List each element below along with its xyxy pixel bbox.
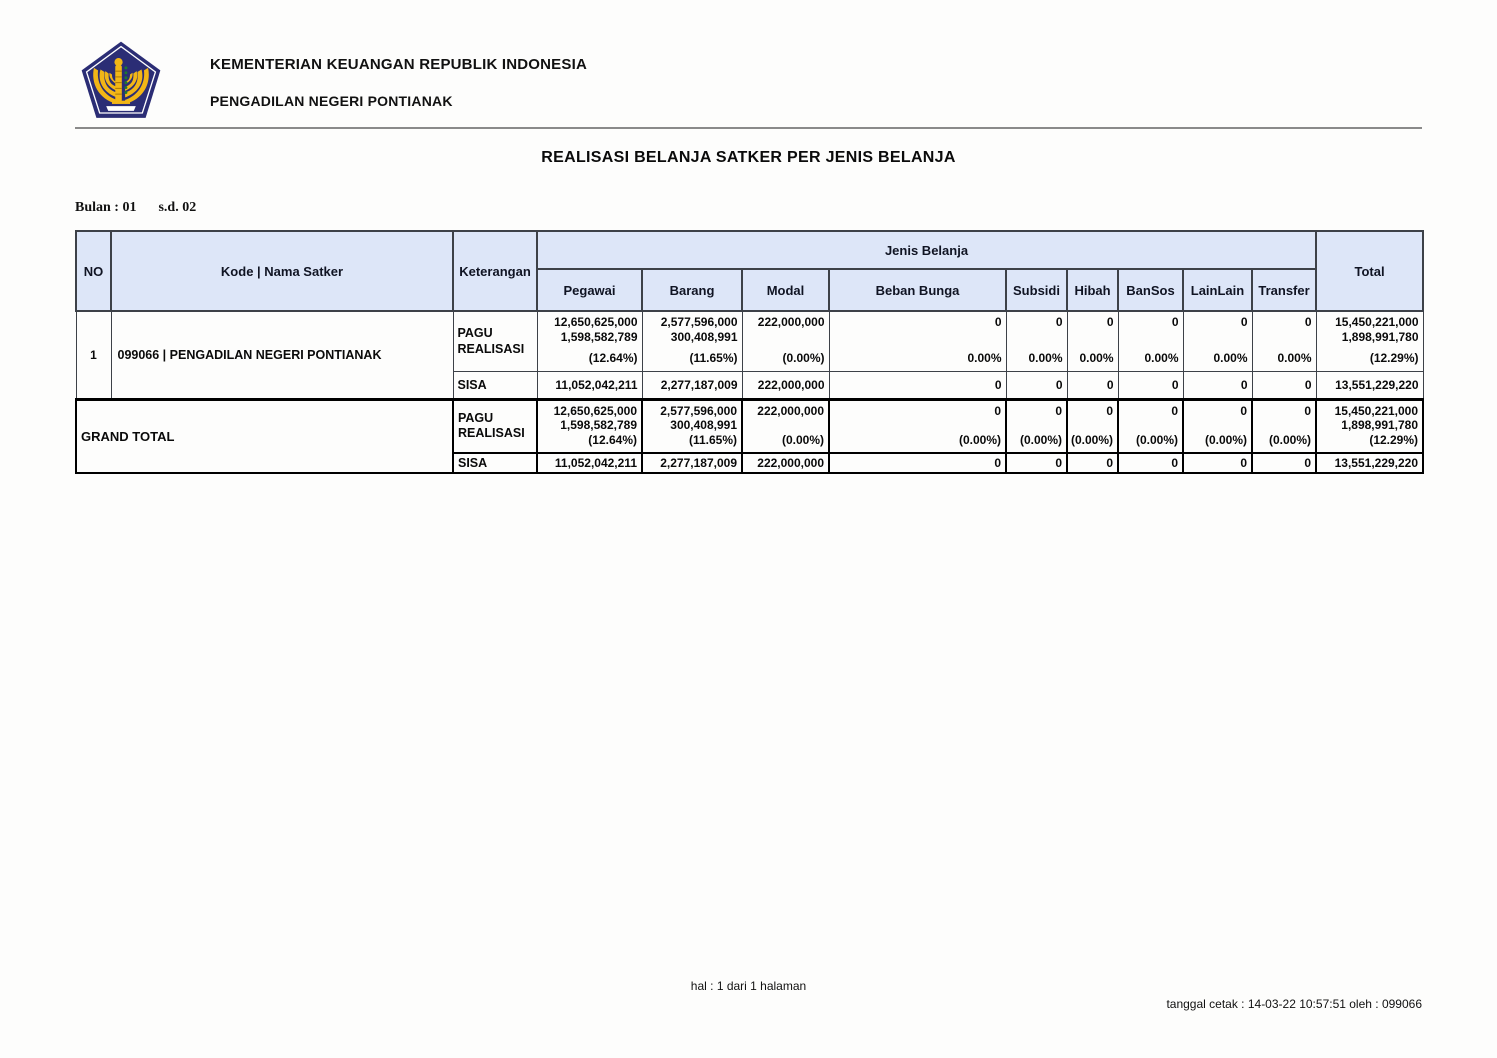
row1-barang-sisa: 2,277,187,009 (642, 371, 742, 399)
row1-bansos-sisa: 0 (1118, 371, 1183, 399)
grand-bansos: 0 (0.00%) (1118, 399, 1183, 453)
grand-lainlain-sisa: 0 (1183, 453, 1252, 473)
row1-hibah: 0 0.00% (1067, 311, 1118, 371)
col-header-hibah: Hibah (1067, 269, 1118, 311)
letterhead-divider (75, 127, 1422, 129)
row1-modal: 222,000,000 (0.00%) (742, 311, 829, 371)
row1-transfer-sisa: 0 (1252, 371, 1316, 399)
col-header-beban-bunga: Beban Bunga (829, 269, 1006, 311)
grand-total-sisa: 13,551,229,220 (1316, 453, 1423, 473)
table-row-satker-pagu (76, 311, 1423, 371)
grand-modal-sisa: 222,000,000 (742, 453, 829, 473)
period-range: s.d. 02 (158, 200, 197, 215)
row1-lainlain-sisa: 0 (1183, 371, 1252, 399)
col-header-no: NO (76, 231, 111, 311)
row1-bansos: 0 0.00% (1118, 311, 1183, 371)
col-header-transfer: Transfer (1252, 269, 1316, 311)
keterangan-realisasi-label: REALISASI (457, 342, 525, 357)
row1-keterangan-pagu (453, 311, 537, 371)
report-title: REALISASI BELANJA SATKER PER JENIS BELANJA (541, 149, 956, 166)
kemenkeu-logo-icon (80, 40, 162, 122)
row1-total-sisa: 13,551,229,220 (1316, 371, 1423, 399)
col-header-lainlain: LainLain (1183, 269, 1252, 311)
row1-satker-name: 099066 | PENGADILAN NEGERI PONTIANAK (111, 311, 453, 399)
row1-keterangan-sisa: SISA (453, 371, 537, 399)
ministry-name: KEMENTERIAN KEUANGAN REPUBLIK INDONESIA (210, 56, 587, 73)
row1-beban-bunga: 0 0.00% (829, 311, 1006, 371)
print-timestamp-footer: tanggal cetak : 14-03-22 10:57:51 oleh : 099066 (1166, 997, 1422, 1011)
grand-keterangan-pagu (453, 399, 537, 453)
grand-total-label: GRAND TOTAL (76, 399, 453, 473)
row1-subsidi-sisa: 0 (1006, 371, 1067, 399)
row1-transfer: 0 0.00% (1252, 311, 1316, 371)
grand-modal: 222,000,000 (0.00%) (742, 399, 829, 453)
row1-pegawai: 12,650,625,000 1,598,582,789 (12.64%) (537, 311, 642, 371)
row1-no: 1 (76, 311, 111, 399)
keterangan-pagu-label: PAGU (458, 411, 494, 426)
office-name: PENGADILAN NEGERI PONTIANAK (210, 93, 453, 109)
grand-barang: 2,577,596,000 300,408,991 (11.65%) (642, 399, 742, 453)
row1-total: 15,450,221,000 1,898,991,780 (12.29%) (1316, 311, 1423, 371)
grand-beban-bunga: 0 (0.00%) (829, 399, 1006, 453)
table-row-grand-total-pagu (76, 399, 1423, 453)
col-header-bansos: BanSos (1118, 269, 1183, 311)
row1-pegawai-sisa: 11,052,042,211 (537, 371, 642, 399)
col-header-subsidi: Subsidi (1006, 269, 1067, 311)
grand-transfer-sisa: 0 (1252, 453, 1316, 473)
grand-bansos-sisa: 0 (1118, 453, 1183, 473)
col-header-total: Total (1316, 231, 1423, 311)
grand-beban-bunga-sisa: 0 (829, 453, 1006, 473)
row1-subsidi: 0 0.00% (1006, 311, 1067, 371)
period-label: Bulan : 01 (75, 200, 137, 215)
grand-barang-sisa: 2,277,187,009 (642, 453, 742, 473)
col-header-pegawai: Pegawai (537, 269, 642, 311)
keterangan-realisasi-label: REALISASI (458, 426, 525, 441)
grand-pegawai: 12,650,625,000 1,598,582,789 (12.64%) (537, 399, 642, 453)
row1-barang: 2,577,596,000 300,408,991 (11.65%) (642, 311, 742, 371)
keterangan-pagu-label: PAGU (457, 326, 493, 341)
col-header-keterangan: Keterangan (453, 231, 537, 311)
grand-pegawai-sisa: 11,052,042,211 (537, 453, 642, 473)
grand-hibah-sisa: 0 (1067, 453, 1118, 473)
row1-lainlain: 0 0.00% (1183, 311, 1252, 371)
col-header-satker: Kode | Nama Satker (111, 231, 453, 311)
row1-beban-bunga-sisa: 0 (829, 371, 1006, 399)
grand-lainlain: 0 (0.00%) (1183, 399, 1252, 453)
grand-total: 15,450,221,000 1,898,991,780 (12.29%) (1316, 399, 1423, 453)
realisasi-table (75, 230, 1424, 474)
grand-hibah: 0 (0.00%) (1067, 399, 1118, 453)
grand-keterangan-sisa: SISA (453, 453, 537, 473)
period-line (75, 200, 196, 216)
grand-transfer: 0 (0.00%) (1252, 399, 1316, 453)
col-header-jenis-belanja: Jenis Belanja (537, 231, 1316, 269)
row1-hibah-sisa: 0 (1067, 371, 1118, 399)
col-header-barang: Barang (642, 269, 742, 311)
col-header-modal: Modal (742, 269, 829, 311)
grand-subsidi-sisa: 0 (1006, 453, 1067, 473)
grand-subsidi: 0 (0.00%) (1006, 399, 1067, 453)
page-number-footer: hal : 1 dari 1 halaman (690, 979, 807, 993)
row1-modal-sisa: 222,000,000 (742, 371, 829, 399)
